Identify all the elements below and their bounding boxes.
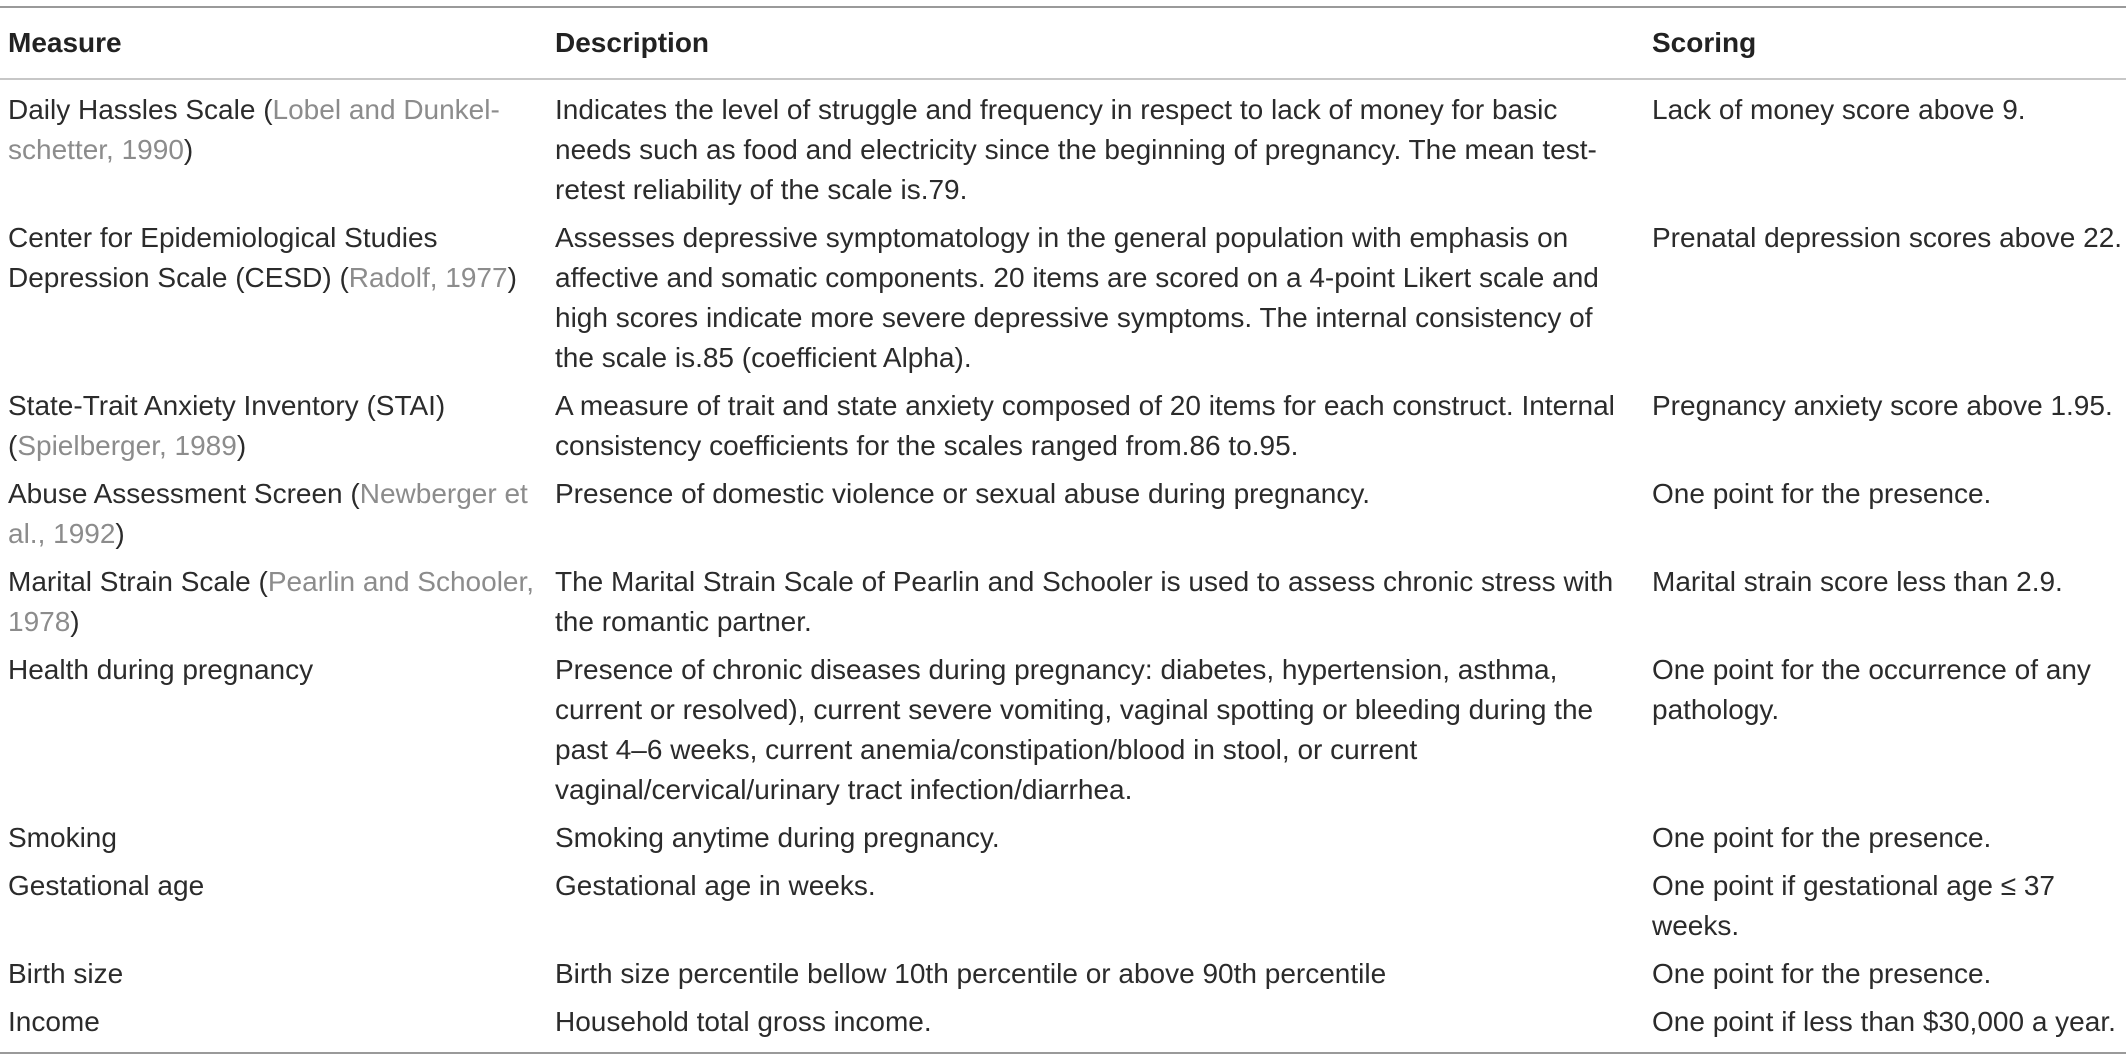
description-cell: A measure of trait and state anxiety composed of 20 items for each construct. Internal consistency coefficients for the scales ranged from.86 to.95. [555, 390, 1615, 461]
header-measure: Measure [8, 27, 122, 58]
citation-link[interactable]: Lobel and Dunkel-schetter, 1990 [8, 94, 500, 165]
header-description: Description [555, 27, 710, 58]
measure-name: State-Trait Anxiety Inventory (STAI) ( [8, 390, 446, 461]
measure-cell: Health during pregnancy [8, 654, 314, 685]
description-cell: Presence of chronic diseases during pregnancy: diabetes, hypertension, asthma, current or resolved), current severe vomiting, vaginal spotting or bleeding during the past 4–6 weeks, current anemia/constipation/blood in stool, or current vaginal/cervical/urinary tract infection/diarrhea. [555, 654, 1594, 805]
measure-close: ) [70, 606, 80, 637]
measure-cell: Income [8, 1006, 100, 1037]
measure-close: ) [236, 430, 247, 461]
scoring-cell: One point for the presence. [1652, 958, 1992, 989]
description-cell: Gestational age in weeks. [555, 870, 876, 901]
description-cell: Indicates the level of struggle and frequency in respect to lack of money for basic needs such as food and electricity since the beginning of pregnancy. The mean test-retest reliability of the scale is.79. [555, 94, 1597, 205]
description-cell: Household total gross income. [555, 1006, 932, 1037]
table-row [0, 79, 2126, 214]
measure-close: ) [507, 262, 517, 293]
table-row [0, 470, 2126, 558]
header-scoring: Scoring [1652, 27, 1757, 58]
table-row [0, 646, 2126, 814]
measure-cell: Gestational age [8, 870, 205, 901]
scoring-cell: One point for the occurrence of any pathology. [1652, 654, 2091, 725]
description-cell: Smoking anytime during pregnancy. [555, 822, 1000, 853]
measure-name: Abuse Assessment Screen ( [8, 478, 360, 509]
scoring-cell: One point for the presence. [1652, 822, 1992, 853]
measure-cell [0, 214, 553, 382]
citation-link[interactable]: Radolf, 1977 [348, 262, 508, 293]
table-row [0, 998, 2126, 1053]
measures-table-container [0, 6, 2126, 1054]
measures-table [0, 6, 2126, 1054]
citation-link[interactable]: Newberger et al., 1992 [8, 478, 528, 549]
measure-cell [0, 382, 553, 470]
scoring-cell: Lack of money score above 9. [1652, 94, 2026, 125]
table-row [0, 558, 2126, 646]
citation-link[interactable]: Pearlin and Schooler, 1978 [8, 566, 535, 637]
measure-name: Center for Epidemiological Studies Depression Scale (CESD) ( [8, 222, 438, 293]
table-row [0, 214, 2126, 382]
header-row [0, 7, 2126, 79]
scoring-cell: One point for the presence. [1652, 478, 1992, 509]
table-row [0, 862, 2126, 950]
description-cell: Presence of domestic violence or sexual abuse during pregnancy. [555, 478, 1371, 509]
measure-cell [0, 470, 553, 558]
table-row [0, 382, 2126, 470]
table-row [0, 814, 2126, 862]
measure-name: Marital Strain Scale ( [8, 566, 268, 597]
table-row [0, 950, 2126, 998]
description-cell: The Marital Strain Scale of Pearlin and Schooler is used to assess chronic stress with the romantic partner. [555, 566, 1614, 637]
measure-cell: Birth size [8, 958, 124, 989]
scoring-cell: One point if gestational age ≤ 37 weeks. [1652, 870, 2055, 941]
measure-cell [0, 79, 553, 214]
measure-close: ) [115, 518, 125, 549]
scoring-cell: Marital strain score less than 2.9. [1652, 566, 2063, 597]
measure-close: ) [183, 134, 194, 165]
table-header [0, 7, 2126, 79]
scoring-cell: One point if less than $30,000 a year. [1652, 1006, 2116, 1037]
description-cell: Birth size percentile bellow 10th percentile or above 90th percentile [555, 958, 1387, 989]
description-cell: Assesses depressive symptomatology in the general population with emphasis on affective and somatic components. 20 items are scored on a 4-point Likert scale and high scores indicate more severe depressive symptoms. The internal consistency of the scale is.85 (coefficient Alpha). [555, 222, 1599, 373]
measure-cell: Smoking [8, 822, 117, 853]
measure-name: Daily Hassles Scale ( [8, 94, 273, 125]
citation-link[interactable]: Spielberger, 1989 [17, 430, 237, 461]
scoring-cell: Pregnancy anxiety score above 1.95. [1652, 390, 2113, 421]
table-body [0, 79, 2126, 1053]
scoring-cell: Prenatal depression scores above 22. [1652, 222, 2123, 253]
measure-cell [0, 558, 553, 646]
